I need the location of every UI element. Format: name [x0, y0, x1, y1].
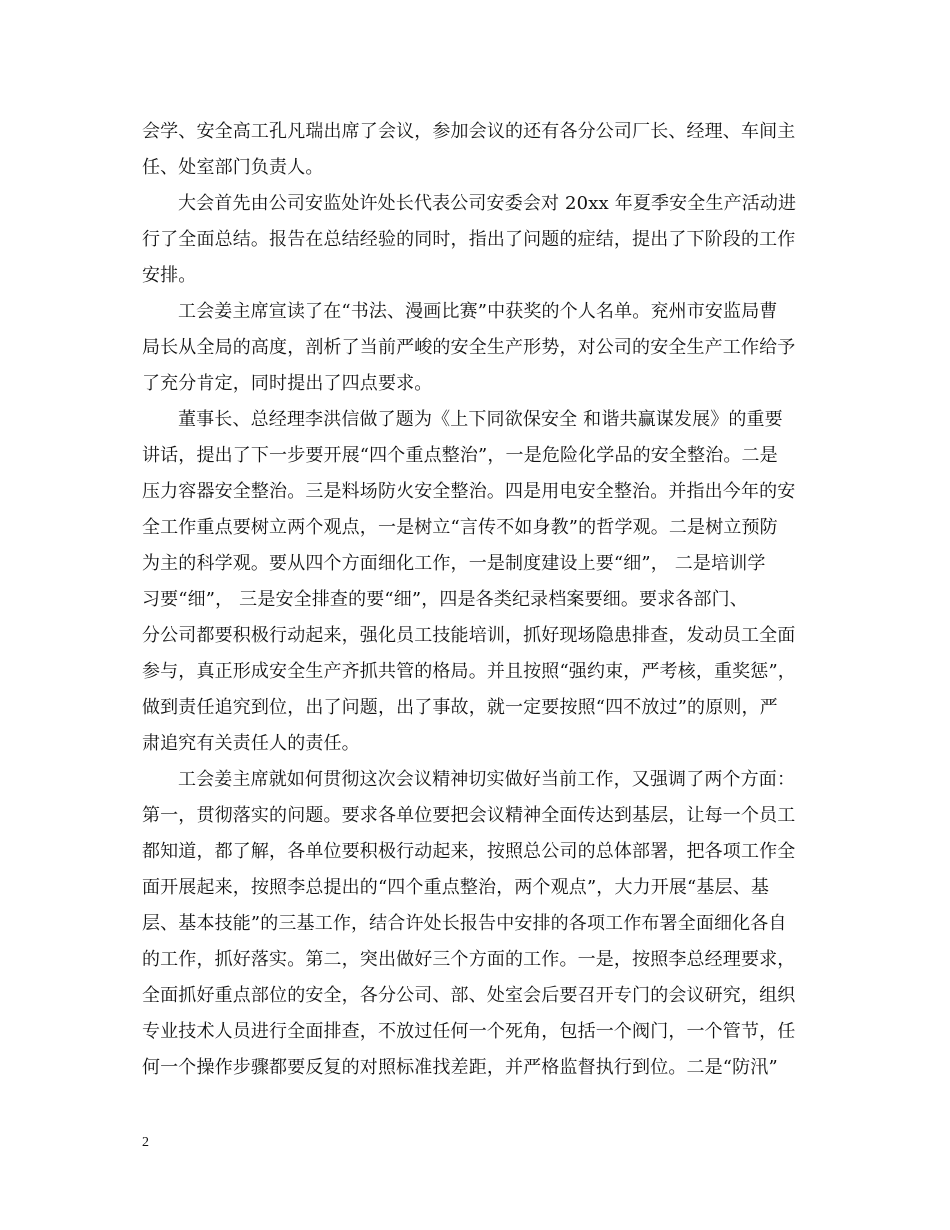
text-line: 局长从全局的高度，剖析了当前严峻的安全生产形势，对公司的安全生产工作给予 — [142, 337, 796, 358]
text-line: 任、处室部门负责人。 — [142, 157, 324, 178]
text-line: 的工作，抓好落实。第二，突出做好三个方面的工作。一是，按照李总经理要求， — [142, 949, 796, 970]
text-line: 全面抓好重点部位的安全，各分公司、部、处室会后要召开专门的会议研究，组织 — [142, 985, 796, 1006]
text-line: 何一个操作步骤都要反复的对照标准找差距，并严格监督执行到位。二是“防汛” — [142, 1057, 778, 1078]
text-line: 第一，贯彻落实的问题。要求各单位要把会议精神全面传达到基层，让每一个员工 — [142, 805, 796, 826]
text-line: 工会姜主席就如何贯彻这次会议精神切实做好当前工作，又强调了两个方面： — [178, 769, 796, 790]
text-line: 肃追究有关责任人的责任。 — [142, 733, 360, 754]
text-line: 面开展起来，按照李总提出的“四个重点整治，两个观点”，大力开展“基层、基 — [142, 877, 770, 898]
text-line: 都知道，都了解，各单位要积极行动起来，按照总公司的总体部署，把各项工作全 — [142, 841, 796, 862]
text-line: 会学、安全高工孔凡瑞出席了会议，参加会议的还有各分公司厂长、经理、车间主 — [142, 121, 796, 142]
text-line: 分公司都要积极行动起来，强化员工技能培训，抓好现场隐患排查，发动员工全面 — [142, 625, 796, 646]
text-line: 了充分肯定，同时提出了四点要求。 — [142, 373, 433, 394]
text-line: 董事长、总经理李洪信做了题为《上下同欲保安全 和谐共赢谋发展》的重要 — [178, 409, 783, 430]
text-line: 压力容器安全整治。三是料场防火安全整治。四是用电安全整治。并指出今年的安 — [142, 481, 796, 502]
text-line: 安排。 — [142, 265, 197, 286]
document-body — [142, 114, 810, 1086]
text-line: 行了全面总结。报告在总结经验的同时，指出了问题的症结，提出了下阶段的工作 — [142, 229, 796, 250]
text-line: 层、基本技能”的三基工作，结合许处长报告中安排的各项工作布署全面细化各自 — [142, 913, 787, 934]
text-line: 大会首先由公司安监处许处长代表公司安委会对 20xx 年夏季安全生产活动进 — [178, 193, 797, 214]
text-line: 习要“细”， 三是安全排查的要“细”，四是各类纪录档案要细。要求各部门、 — [142, 589, 748, 610]
text-line: 做到责任追究到位，出了问题，出了事故，就一定要按照“四不放过”的原则，严 — [142, 697, 778, 718]
page-number: 2 — [142, 1135, 149, 1150]
text-line: 工会姜主席宣读了在“书法、漫画比赛”中获奖的个人名单。兖州市安监局曹 — [178, 301, 778, 322]
text-line: 专业技术人员进行全面排查，不放过任何一个死角，包括一个阀门，一个管节，任 — [142, 1021, 796, 1042]
text-line: 全工作重点要树立两个观点，一是树立“言传不如身教”的哲学观。二是树立预防 — [142, 517, 778, 538]
text-line: 参与，真正形成安全生产齐抓共管的格局。并且按照“强约束，严考核，重奖惩”， — [142, 661, 796, 682]
text-line: 讲话，提出了下一步要开展“四个重点整治”，一是危险化学品的安全整治。二是 — [142, 445, 778, 466]
text-line: 为主的科学观。要从四个方面细化工作，一是制度建设上要“细”， 二是培训学 — [142, 553, 766, 574]
